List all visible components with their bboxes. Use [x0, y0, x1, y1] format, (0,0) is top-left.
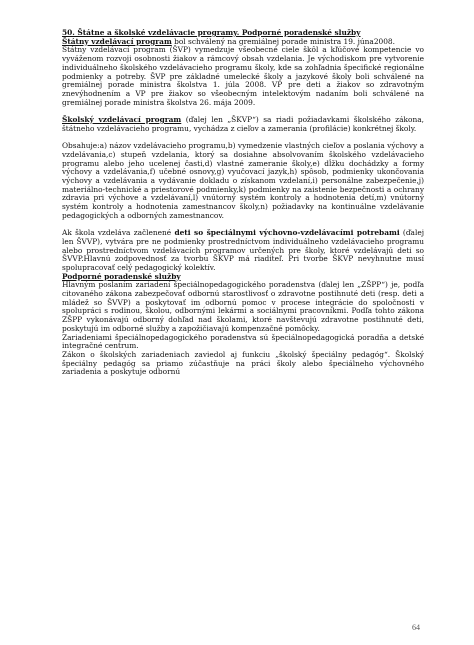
svvp-text-end: (ďalej len ŠVVP), vytvára pre ne podmienky prostredníctvom individuálneho vzdelávacieho programu alebo prostredníctvom vzdelávacích programov určených pre školy, ktoré vzdelávajú deti so ŠVVP.Hlavnú zodpovednosť za tvorbu ŠKVP má riaditeľ. Pri tvorbe ŠKVP nevyhnutne musí spolupracovať celý pedagogický kolektív. — [62, 228, 424, 272]
page-number: 64 — [412, 623, 420, 632]
term-svp: Štátny vzdelávací program — [62, 36, 172, 46]
paragraph-zspp: Hlavným poslaním zariadení špeciálnopedagogického poradenstva (ďalej len „ZŠPP“) je, podľa citovaného zákona zabezpečovať odbornú starostlivosť o zdravotne postihnuté deti (resp. deti a mládež so ŠVVP) a poskytovať im odbornú pomoc v procese integrácie do spoločnosti v spolupráci s rodinou, školou, odbornými lekármi a sociálnymi pracovníkmi. Podľa tohto zákona ZŠPP vykonávajú odborný dohľad nad školami, ktoré navštevujú zdravotne postihnuté deti, poskytujú im odborné služby a zapožičiavajú kompenzačné pomôcky. — [62, 280, 424, 333]
term-svvp: deti so špeciálnymi výchovno-vzdelávacími potrebami — [174, 228, 400, 238]
term-skvp: Školský vzdelávací program — [62, 115, 182, 125]
svvp-text-start: Ak škola vzdeláva začlenené — [62, 228, 175, 238]
paragraph-svvp — [62, 229, 424, 273]
text-body — [62, 29, 424, 377]
section-heading: 50. Štátne a školské vzdelávacie programy. Podporné poradenské služby — [62, 28, 361, 37]
section-heading-counseling: Podporné poradenské služby — [62, 271, 181, 281]
paragraph-school-special-pedagogue: Zákon o školských zariadeniach zaviedol aj funkciu „školský špeciálny pedagóg“. Školský špeciálny pedagóg sa priamo zúčastňuje na práci školy alebo špeciálneho výchovného zariadenia a poskytuje odbornú — [62, 349, 424, 377]
paragraph-svp-description: Štátny vzdelávací program (ŠVP) vymedzuje všeobecné ciele škôl a kľúčové kompetencie vo vyváženom rozvoji osobnosti žiakov a rámcový obsah vzdelania. Je východiskom pre vytvorenie individuálneho školského vzdelávacieho programu školy, kde sa zohľadnia špecifické regionálne podmienky a potreby. ŠVP pre základné umelecké školy a jazykové školy boli schválené na gremiálnej porade ministra školstva 1. júla 2008. VP pre deti a žiakov so zdravotným znevýhodnením a VP pre žiakov so všeobecným intelektovým nadaním boli schválené na gremiálnej porade ministra školstva 26. mája 2009. — [62, 45, 424, 107]
paragraph-skvp — [62, 116, 424, 133]
paragraph-facilities: Zariadeniami špeciálnopedagogického poradenstva sú špeciálnopedagogická poradňa a detské integračné centrum. — [62, 332, 424, 351]
skvp-text: (ďalej len „ŠKVP“) sa riadi požiadavkami školského zákona, štátneho vzdelávacieho programu, vychádza z cieľov a zamerania (profilácie) konkrétnej školy. — [62, 115, 424, 133]
paragraph-contents-list: Obsahuje:a) názov vzdelávacieho programu,b) vymedzenie vlastných cieľov a poslania výchovy a vzdelávania,c) stupeň vzdelania, ktorý sa dosiahne absolvovaním školského vzdelávacieho programu alebo jeho ucelenej časti,d) vlastné zameranie školy,e) dĺžku dochádzky a formy výchovy a vzdelávania,f) učebné osnovy,g) vyučovací jazyk,h) spôsob, podmienky ukončovania výchovy a vzdelávania a vydávanie dokladu o získanom vzdelaní,i) personálne zabezpečenie,j) materiálno-technické a priestorové podmienky,k) podmienky na zaistenie bezpečnosti a ochrany zdravia pri výchove a vzdelávaní,l) vnútorný systém kontroly a hodnotenia detí,m) vnútorný systém kontroly a hodnotenia zamestnancov školy,n) požiadavky na kontinuálne vzdelávanie pedagogických a odborných zamestnancov. — [62, 141, 424, 220]
svp-intro-text: bol schválený na gremiálnej porade ministra 19. júna2008. — [171, 36, 395, 46]
